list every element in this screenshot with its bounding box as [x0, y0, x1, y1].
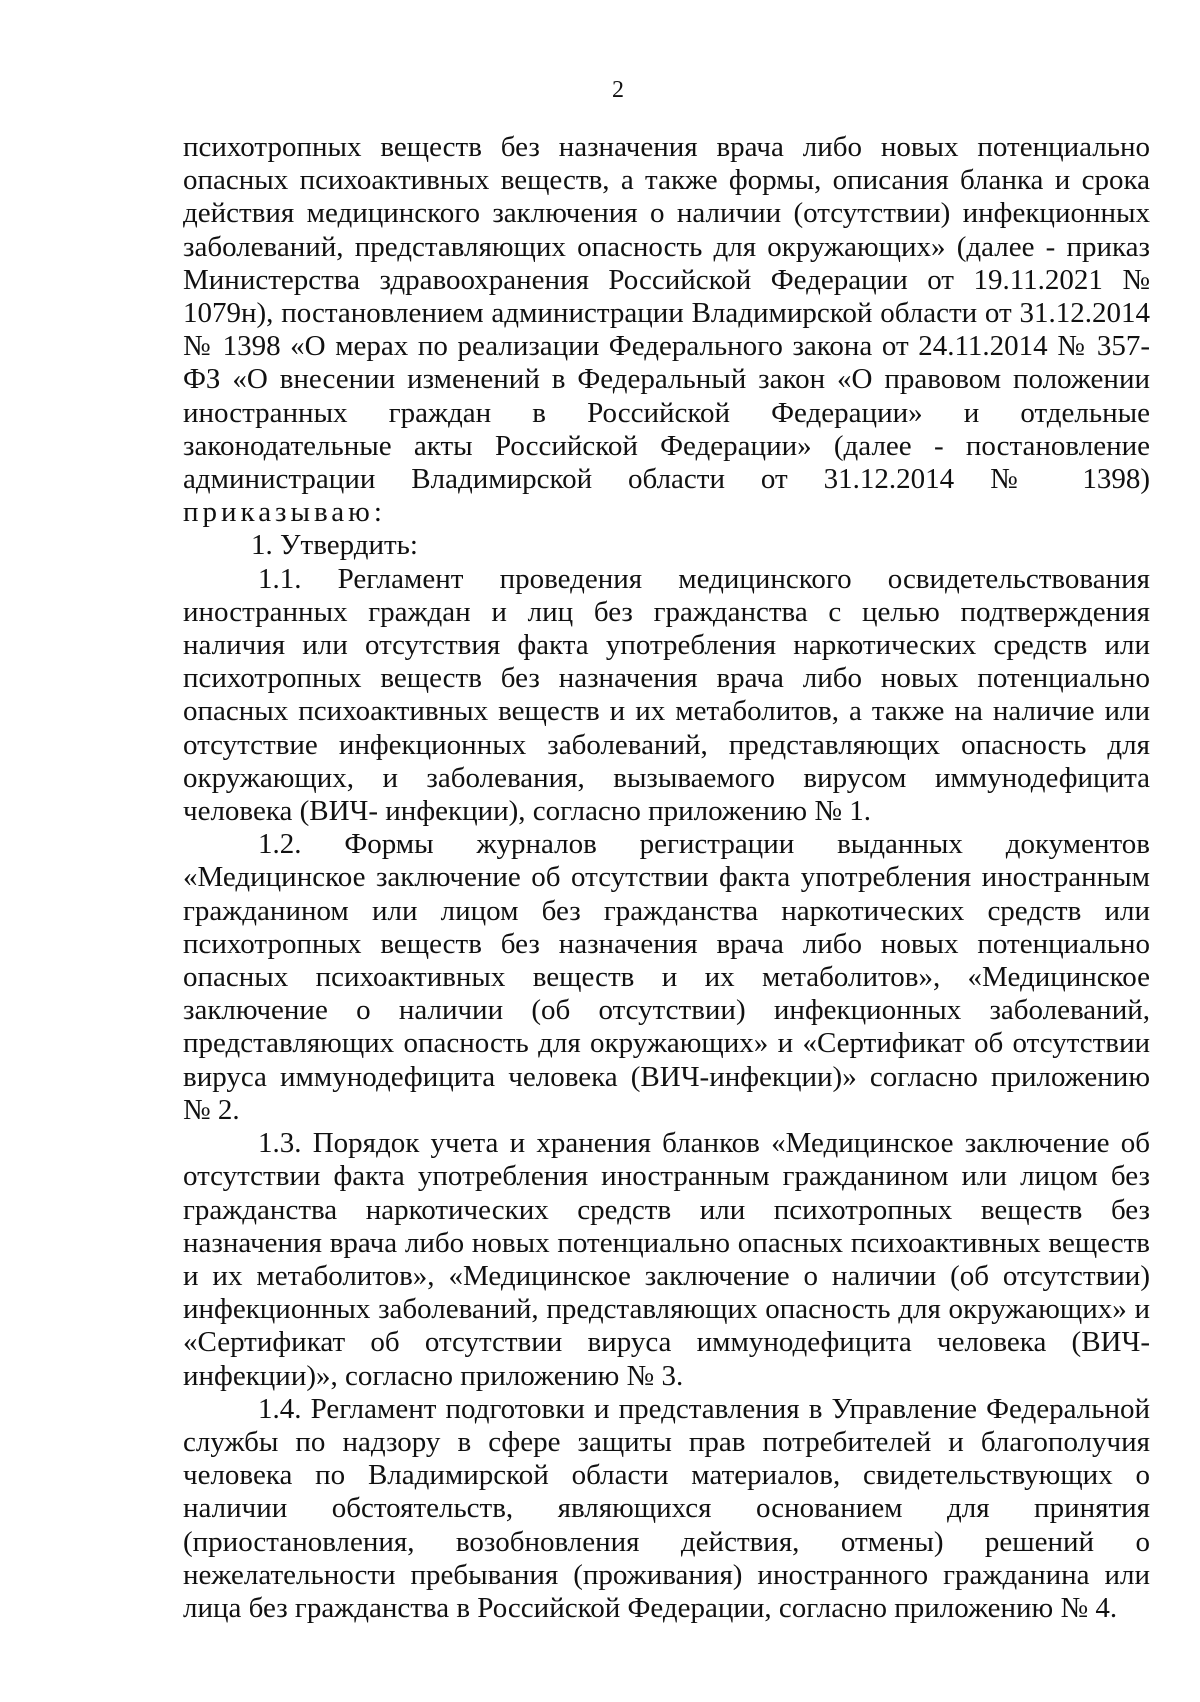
paragraph-item-1-2: 1.2. Формы журналов регистрации выданных документов «Медицинское заключение об отсутствии факта употребления иностранным гражданином или лицом без гражданства наркотических средств или психотропных веществ без назначения врача либо новых потенциально опасных психоактивных веществ и их метаболитов», «Медицинское заключение о наличии (об отсутствии) инфекционных заболеваний, представляющих опасность для окружающих» и «Сертификат об отсутствии вируса иммунодефицита человека (ВИЧ-инфекции)» согласно приложению № 2. — [183, 828, 1150, 1126]
paragraph-preamble — [183, 131, 1150, 529]
paragraph-item-1: 1. Утвердить: — [251, 529, 418, 562]
order-keyword: приказываю: — [183, 496, 386, 529]
page-number: 2 — [612, 77, 624, 103]
document-body — [183, 131, 1150, 1625]
paragraph-item-1-4: 1.4. Регламент подготовки и представления в Управление Федеральной службы по надзору в сфере защиты прав потребителей и благополучия человека по Владимирской области материалов, свидетельствующих о наличии обстоятельств, являющихся основанием для принятия (приостановления, возобновления действия, отмены) решений о нежелательности пребывания (проживания) иностранного гражданина или лица без гражданства в Российской Федерации, согласно приложению № 4. — [183, 1392, 1150, 1624]
paragraph-item-1-3: 1.3. Порядок учета и хранения бланков «Медицинское заключение об отсутствии факта употребления иностранным гражданином или лицом без гражданства наркотических средств или психотропных веществ без назначения врача либо новых потенциально опасных психоактивных веществ и их метаболитов», «Медицинское заключение о наличии (об отсутствии) инфекционных заболеваний, представляющих опасность для окружающих» и «Сертификат об отсутствии вируса иммунодефицита человека (ВИЧ- инфекции)», согласно приложению № 3. — [183, 1127, 1150, 1392]
preamble-text: психотропных веществ без назначения врача либо новых потенциально опасных психоактивных веществ, а также формы, описания бланка и срока действия медицинского заключения о наличии (отсутствии) инфекционных заболеваний, представляющих опасность для окружающих» (далее - приказ Министерства здравоохранения Российской Федерации от 19.11.2021 № 1079н), постановлением администрации Владимирской области от 31.12.2014 № 1398 «О мерах по реализации Федерального закона от 24.11.2014 № 357-ФЗ «О внесении изменений в Федеральный закон «О правовом положении иностранных граждан в Российской Федерации» и отдельные законодательные акты Российской Федерации» (далее - постановление администрации Владимирской области от 31.12.2014 № 1398) — [183, 131, 1150, 496]
paragraph-item-1-1: 1.1. Регламент проведения медицинского освидетельствования иностранных граждан и лиц без гражданства с целью подтверждения наличия или отсутствия факта употребления наркотических средств или психотропных веществ без назначения врача либо новых потенциально опасных психоактивных веществ и их метаболитов, а также на наличие или отсутствие инфекционных заболеваний, представляющих опасность для окружающих, и заболевания, вызываемого вирусом иммунодефицита человека (ВИЧ- инфекции), согласно приложению № 1. — [183, 562, 1150, 828]
